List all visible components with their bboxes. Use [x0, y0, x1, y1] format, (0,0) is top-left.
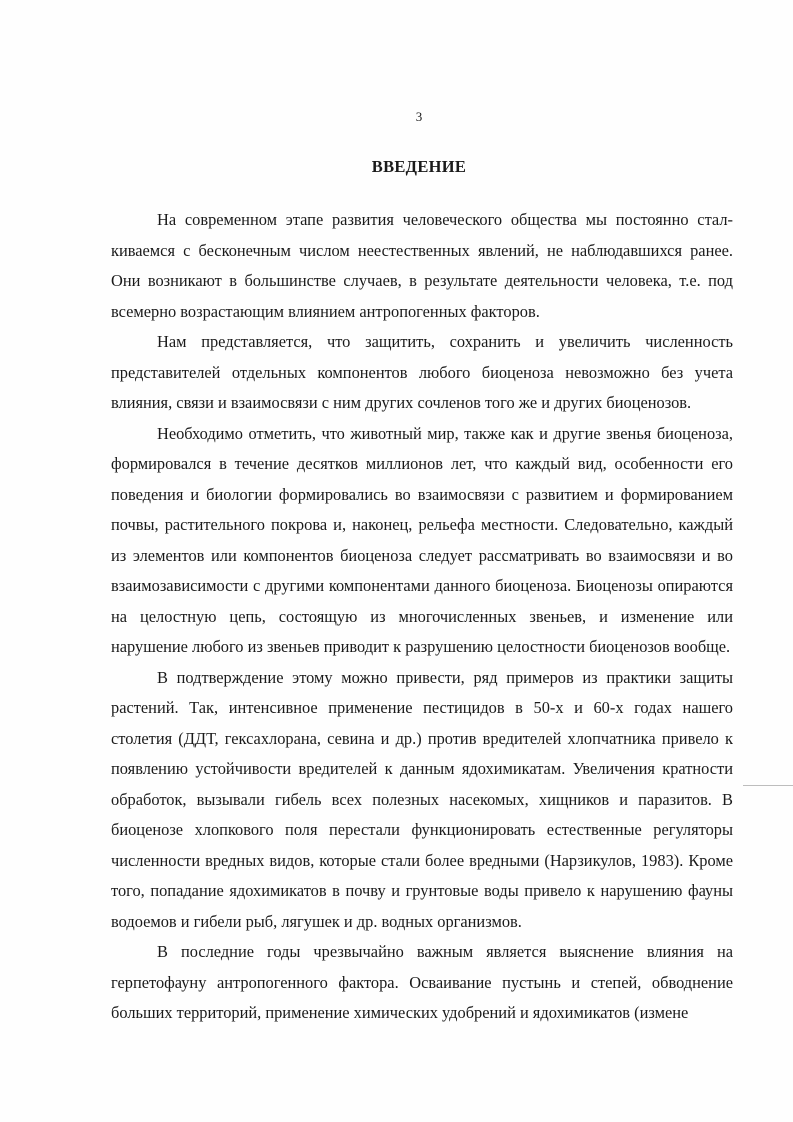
paragraph: Нам представляется, что защитить, сохранить и увеличить численность представителей отдельных компонентов любого биоценоза невозможно без учета влияния, связи и взаимосвязи с ним других сочленов того же и других биоценозов.	[111, 332, 733, 412]
body-text	[111, 205, 733, 1029]
paragraph: В последние годы чрезвычайно важным является выяснение влияния на герпетофауну антропогенного фактора. Осваивание пустынь и степей, обводнение больших территорий, применение химических удобрений и ядохимикатов (измене	[111, 942, 733, 1022]
page-number: 3	[415, 109, 423, 124]
paragraph: На современном этапе развития человеческого общества мы постоянно сталкиваемся с бесконечным числом неестественных явлений, не наблюдавшихся ранее. Они возникают в большинстве случаев, в результате деятельности человека, т.е. под всемерно возрастающим влиянием антропогенных факторов.	[111, 210, 733, 321]
paragraph: В подтверждение этому можно привести, ряд примеров из практики защиты растений. Так, интенсивное применение пестицидов в 50-х и 60-х годах нашего столетия (ДДТ, гексахлорана, севина и др.) против вредителей хлопчатника привело к появлению устойчивости вредителей к данным ядохимикатам. Увеличения кратности обработок, вызывали гибель всех полезных насекомых, хищников и паразитов. В биоценозе хлопкового поля перестали функционировать естественные регуляторы численности вредных видов, которые стали более вредными (Нарзикулов, 1983). Кроме того, попадание ядохимикатов в почву и грунтовые воды привело к нарушению фауны водоемов и гибели рыб, лягушек и др. водных организмов.	[111, 667, 733, 931]
scan-edge-line	[743, 785, 793, 786]
paragraph: Необходимо отметить, что животный мир, также как и другие звенья биоценоза, формировался в течение десятков миллионов лет, что каждый вид, особенности его поведения и биологии формировались во взаимосвязи с развитием и формированием почвы, растительного покрова и, наконец, рельефа местности. Следовательно, каждый из элементов или компонентов биоценоза следует рассматривать во взаимосвязи и во взаимозависимости с другими компонентами данного биоценоза. Биоценозы опираются на целостную цепь, состоящую из многочисленных звеньев, и изменение или нарушение любого из звеньев приводит к разрушению целостности биоценозов вообще.	[111, 423, 733, 656]
section-title: ВВЕДЕНИЕ	[371, 157, 467, 176]
